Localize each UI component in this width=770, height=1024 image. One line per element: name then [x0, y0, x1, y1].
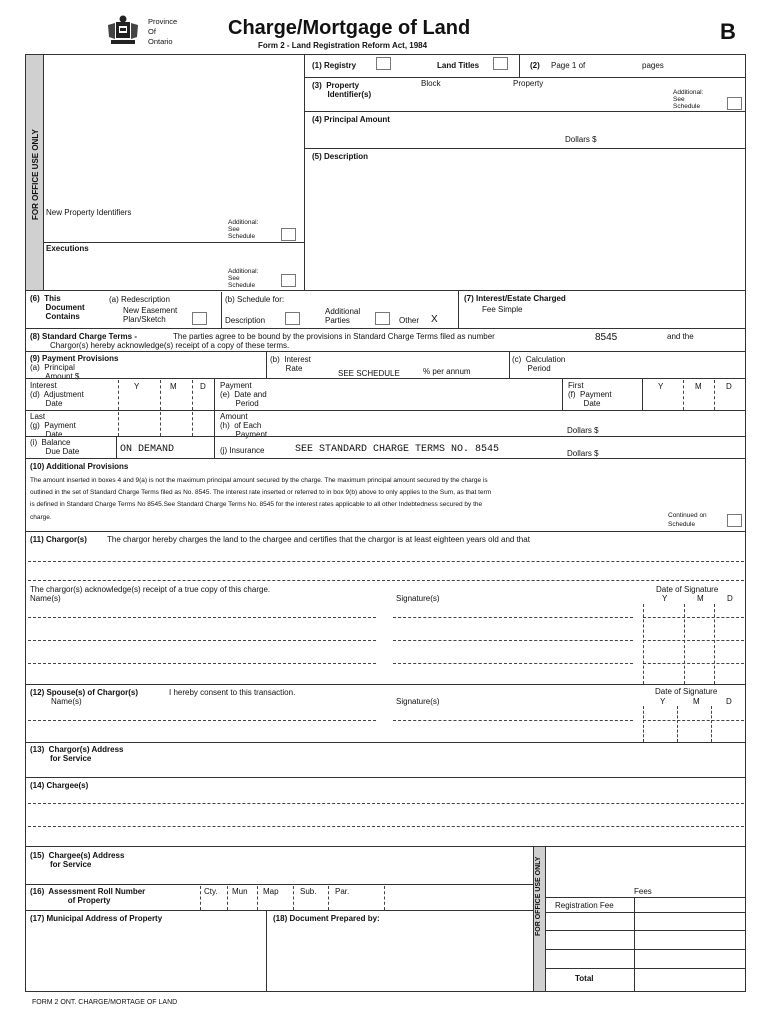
- box8-text: The parties agree to be bound by the provisions in Standard Charge Terms filed as number: [173, 332, 495, 341]
- box9-i-value: ON DEMAND: [120, 444, 175, 455]
- box8-label: (8) Standard Charge Terms -: [30, 332, 137, 341]
- easement-checkbox[interactable]: [192, 312, 207, 325]
- box11-y: Y: [662, 594, 668, 603]
- box9-a: (a) Principal Amount $: [30, 363, 80, 381]
- box4-label: (4) Principal Amount: [312, 115, 390, 124]
- form-letter: B: [720, 19, 736, 44]
- additional-parties-checkbox[interactable]: [375, 312, 390, 325]
- box18-label: (18) Document Prepared by:: [273, 914, 380, 923]
- box9-label: (9) Payment Provisions: [30, 354, 119, 363]
- box9-f: First (f) Payment Date: [568, 381, 612, 408]
- box9-c: (c) Calculation Period: [512, 355, 566, 373]
- province-line3: Ontario: [148, 37, 173, 46]
- box7-label: (7) Interest/Estate Charged: [464, 294, 566, 303]
- box8-and-the: and the: [667, 332, 694, 341]
- box16-mun: Mun: [232, 887, 248, 896]
- box16-par: Par.: [335, 887, 350, 896]
- box11-signature: Signature(s): [396, 594, 440, 603]
- form-frame: [25, 54, 746, 992]
- schedule-checkbox-2[interactable]: [281, 274, 296, 287]
- ymd-m-2: M: [695, 382, 702, 391]
- box9-e: Payment (e) Date and Period: [220, 381, 267, 408]
- box9-h: Amount (h) of Each Payment: [220, 412, 268, 439]
- box9-j-value: SEE STANDARD CHARGE TERMS NO. 8545: [295, 444, 500, 455]
- box11-m: M: [697, 594, 704, 603]
- box6-b: (b) Schedule for:: [225, 295, 285, 304]
- box3-label: (3) Property Identifier(s): [312, 81, 372, 99]
- box2-page-of: Page 1 of: [551, 61, 586, 70]
- box13-label: (13) Chargor(s) Address for Service: [30, 745, 124, 763]
- province-line2: Of: [148, 27, 156, 36]
- box5-label: (5) Description: [312, 152, 369, 161]
- box17-label: (17) Municipal Address of Property: [30, 914, 163, 923]
- box6-other: Other: [399, 316, 420, 325]
- box3-property: Property: [513, 79, 544, 88]
- box14-label: (14) Chargee(s): [30, 781, 89, 790]
- box4-dollars: Dollars $: [565, 135, 597, 144]
- box12-y: Y: [660, 697, 666, 706]
- box11-text: The chargor hereby charges the land to the chargee and certifies that the chargor is at least eighteen years old and that: [107, 535, 530, 544]
- box16-label: (16) Assessment Roll Number of Property: [30, 887, 146, 905]
- registration-fee-label: Registration Fee: [555, 901, 614, 910]
- ymd-y-2: Y: [658, 382, 664, 391]
- form-title: Charge/Mortgage of Land: [228, 17, 471, 39]
- box10-line1: The amount inserted in boxes 4 and 9(a) is not the maximum principal amount secured by the charge. The maximum principal amount secured by the charge is: [30, 477, 488, 484]
- box9-rate-value: SEE SCHEDULE: [338, 369, 400, 378]
- box11-label: (11) Chargor(s): [30, 535, 87, 544]
- box9-i: (i) Balance Due Date: [30, 438, 80, 456]
- box11-ack: The chargor(s) acknowledge(s) receipt of a true copy of this charge.: [30, 585, 271, 594]
- box9-d: Interest (d) Adjustment Date: [30, 381, 84, 408]
- box16-cty: Cty.: [204, 887, 218, 896]
- box7-value: Fee Simple: [482, 305, 523, 314]
- box10-line2: outlined in the set of Standard Charge Terms filed as No. 8545. The interest rate inserted or referred to in box 9(b) above to only applies to the Sum, as that term: [30, 489, 492, 496]
- footer-text: FORM 2 ONT. CHARGE/MORTAGE OF LAND: [32, 999, 178, 1006]
- box1-registry: (1) Registry: [312, 61, 357, 70]
- box6-description: Description: [225, 316, 266, 325]
- ontario-crest-icon: [103, 15, 143, 47]
- ymd-d-2: D: [726, 382, 732, 391]
- ymd-d-1: D: [200, 382, 206, 391]
- box12-date-sig: Date of Signature: [655, 687, 718, 696]
- box12-text: I hereby consent to this transaction.: [169, 688, 296, 697]
- ymd-m-1: M: [170, 382, 177, 391]
- box10-continued: Continued on Schedule: [668, 512, 707, 528]
- box8-number: 8545: [595, 332, 618, 343]
- box6-additional-parties: Additional Parties: [325, 307, 361, 325]
- box16-map: Map: [263, 887, 279, 896]
- fees-total: Total: [575, 974, 594, 983]
- box3-block: Block: [421, 79, 441, 88]
- box3-schedule-checkbox[interactable]: [727, 97, 742, 110]
- box15-label: (15) Chargee(s) Address for Service: [30, 851, 125, 869]
- box6-label: (6) This Document Contains: [30, 294, 85, 321]
- box10-label: (10) Additional Provisions: [30, 462, 129, 471]
- box12-m: M: [693, 697, 700, 706]
- office-use-label: FOR OFFICE USE ONLY: [31, 129, 40, 220]
- box2-label: (2): [530, 61, 540, 70]
- ymd-y-1: Y: [134, 382, 140, 391]
- description-checkbox[interactable]: [285, 312, 300, 325]
- box12-signature: Signature(s): [396, 697, 440, 706]
- box12-name: Name(s): [51, 697, 82, 706]
- additional-see-schedule-2: Additional: See Schedule: [228, 268, 259, 289]
- box3-additional: Additional: See Schedule: [673, 89, 704, 110]
- box10-line4: charge.: [30, 514, 52, 521]
- schedule-checkbox-1[interactable]: [281, 228, 296, 241]
- executions-label: Executions: [46, 244, 89, 253]
- box9-b: (b) Interest Rate: [270, 355, 311, 373]
- new-property-identifiers: New Property Identifiers: [46, 208, 132, 217]
- land-titles-checkbox[interactable]: [493, 57, 508, 70]
- box6-a: (a) Redescription: [109, 295, 170, 304]
- box6-other-mark: X: [431, 314, 438, 325]
- office-use-label-right: FOR OFFICE USE ONLY: [535, 856, 542, 936]
- box1-land-titles: Land Titles: [437, 61, 480, 70]
- box9-j-dollars: Dollars $: [567, 449, 599, 458]
- box16-sub: Sub.: [300, 887, 317, 896]
- box9-per-annum: % per annum: [423, 367, 471, 376]
- box9-h-dollars: Dollars $: [567, 426, 599, 435]
- box12-label: (12) Spouse(s) of Chargor(s): [30, 688, 139, 697]
- box11-name: Name(s): [30, 594, 61, 603]
- box11-d: D: [727, 594, 733, 603]
- fees-title: Fees: [634, 887, 652, 896]
- box11-date-sig: Date of Signature: [656, 585, 719, 594]
- box9-j: (j) Insurance: [220, 446, 265, 455]
- form-subtitle: Form 2 - Land Registration Reform Act, 1984: [258, 41, 428, 50]
- box6-a2: New Easement Plan/Sketch: [123, 306, 178, 324]
- continued-schedule-checkbox[interactable]: [727, 514, 742, 527]
- box2-pages: pages: [642, 61, 664, 70]
- province-line1: Province: [148, 17, 178, 26]
- registry-checkbox[interactable]: [376, 57, 391, 70]
- box9-g: Last (g) Payment Date: [30, 412, 76, 439]
- box10-line3: is defined in Standard Charge Terms No 8545.See Standard Charge Terms No. 8545 for the interest rates applicable to all other Indebtedness secured by the: [30, 501, 483, 508]
- additional-see-schedule-1: Additional: See Schedule: [228, 219, 259, 240]
- box12-d: D: [726, 697, 732, 706]
- box8-text2: Chargor(s) hereby acknowledge(s) receipt of a copy of these terms.: [50, 341, 290, 350]
